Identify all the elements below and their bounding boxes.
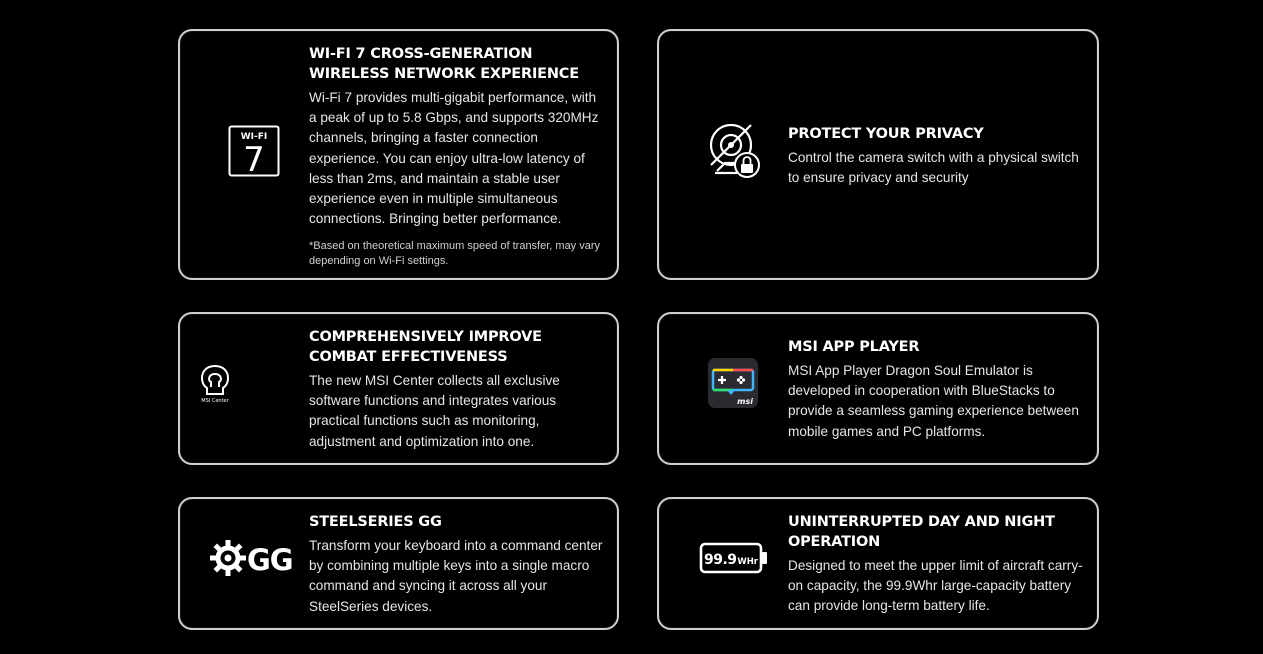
feature-card-privacy (657, 29, 1099, 280)
msi-app-player-icon (707, 357, 759, 409)
card-description: Designed to meet the upper limit of aircraft carry-on capacity, the 99.9Whr large-capacity battery can provide long-term battery life. (788, 558, 1083, 614)
feature-card-battery (657, 497, 1099, 630)
card-footnote: *Based on theoretical maximum speed of transfer, may vary depending on Wi-Fi settings. (309, 240, 601, 268)
msi-center-icon-caption: MSI Center (201, 397, 229, 404)
card-title: UNINTERRUPTED DAY AND NIGHT OPERATION (788, 514, 1055, 550)
card-description: Transform your keyboard into a command center by combining multiple keys into a single macro command and syncing it across all your SteelSeries devices. (309, 538, 603, 614)
feature-card-steelseries (178, 497, 619, 630)
camera-privacy-lock-icon (707, 121, 763, 179)
msi-brand-mark: msi (737, 397, 753, 406)
wifi-7-icon (228, 125, 280, 177)
battery-capacity-value: 99.9 (704, 552, 737, 568)
feature-card-wifi7 (178, 29, 619, 280)
card-title: COMPREHENSIVELY IMPROVE COMBAT EFFECTIVENESS (309, 329, 542, 365)
steelseries-gg-icon (210, 539, 300, 577)
battery-icon (699, 541, 769, 575)
card-description: Wi-Fi 7 provides multi-gigabit performance, with a peak of up to 5.8 Gbps, and supports 320MHz channels, bringing a faster connection experience. You can enjoy ultra-low latency of less than 2ms, and maintain a stable user experience even in multiple simultaneous connections. Bringing better performance. (309, 90, 599, 227)
msi-center-icon (194, 360, 236, 406)
card-title: STEELSERIES GG (309, 514, 442, 530)
feature-card-msi-center (178, 312, 619, 465)
card-title: WI-FI 7 CROSS-GENERATION WIRELESS NETWORK EXPERIENCE (309, 46, 579, 82)
card-title: PROTECT YOUR PRIVACY (788, 126, 984, 142)
wifi-7-icon-number: 7 (243, 140, 265, 177)
feature-card-app-player (657, 312, 1099, 465)
card-description: MSI App Player Dragon Soul Emulator is developed in cooperation with BlueStacks to provide a seamless gaming experience between mobile games and PC platforms. (788, 363, 1079, 439)
card-description: The new MSI Center collects all exclusive software functions and integrates various practical functions such as monitoring, adjustment and optimization into one. (309, 373, 560, 449)
steelseries-gg-logo-text: GG (247, 543, 293, 577)
wifi-7-icon-label: WI-FI (240, 132, 268, 142)
card-description: Control the camera switch with a physical switch to ensure privacy and security (788, 150, 1079, 186)
battery-capacity-unit: WHr (737, 557, 758, 567)
card-title: MSI APP PLAYER (788, 339, 920, 355)
